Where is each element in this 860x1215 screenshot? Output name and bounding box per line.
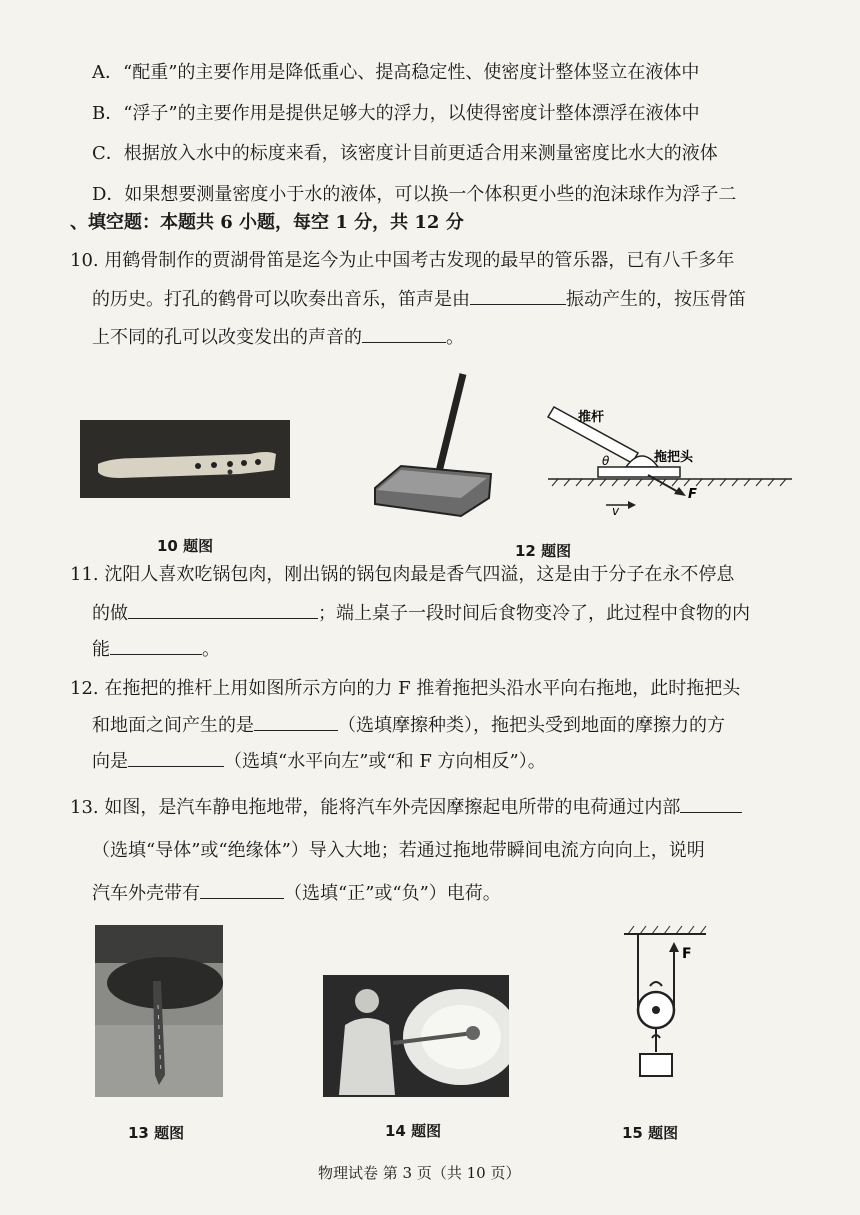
page-footer: 物理试卷 第 3 页（共 10 页） [318, 1164, 521, 1182]
q12-line3: 向是 （选填“水平向左”或“和 F 方向相反”）。 [92, 748, 546, 775]
label-pulley-force: F [682, 946, 692, 962]
fig12-mop-diagram [540, 395, 800, 515]
q10-line2: 的历史。打孔的鹤骨可以吹奏出音乐，笛声是由 振动产生的，按压骨笛 [92, 286, 746, 313]
q11-line1: 11. 沈阳人喜欢吃锅包肉，刚出锅的锅包肉最是香气四溢，这是由于分子在永不停息 [70, 564, 735, 585]
q10-blank-1[interactable] [470, 286, 566, 305]
q12-blank-1[interactable] [254, 712, 338, 731]
q13-line1: 13. 如图，是汽车静电拖地带，能将汽车外壳因摩擦起电所带的电荷通过内部 [70, 794, 742, 821]
q13-line2: （选填“导体”或“绝缘体”）导入大地；若通过拖地带瞬间电流方向向上，说明 [92, 840, 705, 861]
q10-blank-2[interactable] [362, 324, 446, 343]
fig10-bone-flute-photo [80, 420, 290, 498]
label-mop-head: 拖把头 [654, 450, 694, 465]
q11-line3: 能 。 [92, 636, 220, 663]
q11-blank-1[interactable] [128, 600, 318, 619]
q9-option-c: C．根据放入水中的标度来看，该密度计目前更适合用来测量密度比水大的液体 [92, 143, 718, 164]
fig13-caption: 13 题图 [128, 1124, 185, 1142]
fig15-caption: 15 题图 [622, 1124, 679, 1142]
fig13-car-strap-photo [95, 925, 223, 1097]
q9-option-a: A．“配重”的主要作用是降低重心、提高稳定性、使密度计整体竖立在液体中 [92, 62, 700, 83]
fig10-caption: 10 题图 [157, 537, 214, 555]
label-theta: θ [602, 454, 610, 468]
mop-photo [365, 370, 505, 520]
label-velocity-v: v [612, 504, 620, 515]
q12-line1: 12. 在拖把的推杆上用如图所示方向的力 F 推着拖把头沿水平向右拖地，此时拖把头 [70, 678, 741, 699]
q9-option-b: B．“浮子”的主要作用是提供足够大的浮力，以使得密度计整体漂浮在液体中 [92, 103, 700, 124]
q13-blank-2[interactable] [200, 880, 284, 899]
q10-line1: 10. 用鹤骨制作的贾湖骨笛是迄今为止中国考古发现的最早的管乐器，已有八千多年 [70, 250, 735, 271]
q9-option-d: D．如果想要测量密度小于水的液体，可以换一个体积更小些的泡沫球作为浮子二 [92, 184, 737, 205]
q12-line2: 和地面之间产生的是 （选填摩擦种类），拖把头受到地面的摩擦力的方 [92, 712, 725, 739]
label-push-rod: 推杆 [578, 410, 605, 425]
q12-blank-2[interactable] [128, 748, 224, 767]
fig14-caption: 14 题图 [385, 1122, 442, 1140]
q13-blank-1[interactable] [680, 794, 742, 813]
fig12-caption: 12 题图 [515, 542, 572, 560]
section-heading: 、填空题：本题共 6 小题，每空 1 分，共 12 分 [70, 212, 464, 233]
q10-line3: 上不同的孔可以改变发出的声音的 。 [92, 324, 464, 351]
label-force-f: F [688, 487, 697, 502]
q11-line2: 的做 ；端上桌子一段时间后食物变冷了，此过程中食物的内 [92, 600, 750, 627]
q13-line3: 汽车外壳带有 （选填“正”或“负”）电荷。 [92, 880, 501, 907]
fig15-pulley-diagram [610, 920, 720, 1100]
q11-blank-2[interactable] [110, 636, 202, 655]
fig14-photo [323, 975, 509, 1097]
